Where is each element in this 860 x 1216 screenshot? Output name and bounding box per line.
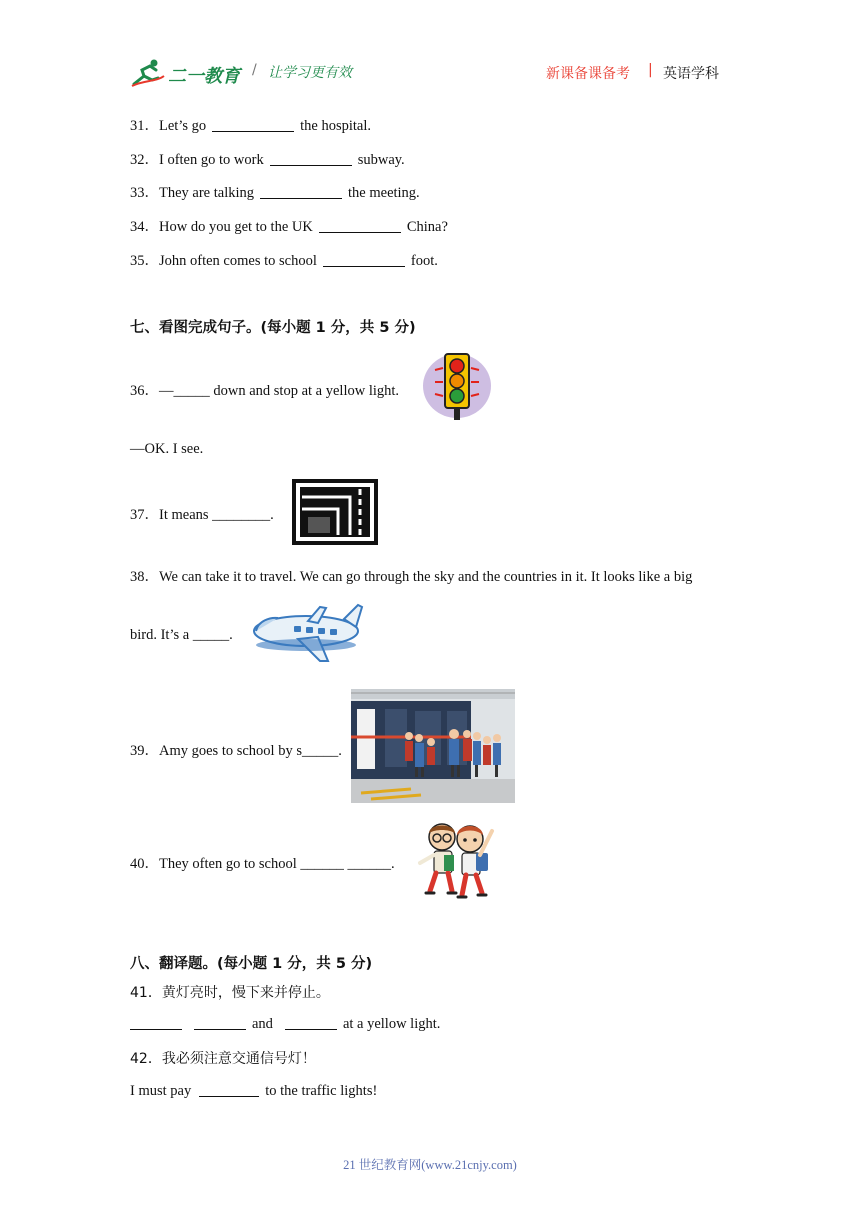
question-41-chinese: 41．黄灯亮时，慢下来并停止。 <box>130 985 330 1001</box>
question-37: 37．It means ________. <box>130 507 274 523</box>
header-tag-right: 英语学科 <box>663 66 719 82</box>
question-35: 35．John often comes to school foot. <box>130 253 438 269</box>
answer-blank[interactable] <box>285 1015 337 1030</box>
subway-platform-image <box>351 689 515 803</box>
airplane-icon <box>248 601 366 665</box>
question-39: 39．Amy goes to school by s_____. <box>130 743 342 759</box>
question-38-line2: bird. It’s a _____. <box>130 627 233 643</box>
header-slogan: 让学习更有效 <box>268 65 352 81</box>
answer-blank[interactable]: ______ <box>300 856 344 872</box>
answer-blank[interactable]: _____ <box>192 627 230 643</box>
section-8-title: 八、翻译题。(每小题 1 分，共 5 分) <box>130 956 373 972</box>
kids-walking-icon <box>414 817 498 903</box>
question-40: 40．They often go to school ______ ______. <box>130 856 395 872</box>
question-34: 34．How do you get to the UK China? <box>130 219 448 235</box>
question-42-english: I must pay to the traffic lights! <box>130 1083 378 1099</box>
answer-blank[interactable]: _____ <box>301 743 339 759</box>
answer-blank[interactable] <box>319 218 401 233</box>
logo-text: 二一教育 <box>168 66 240 87</box>
question-38-line1: 38．We can take it to travel. We can go through the sky and the countries in it. It looks like a big <box>130 569 693 585</box>
answer-blank[interactable]: _____ <box>173 383 210 399</box>
question-36-reply: —OK. I see. <box>130 441 204 457</box>
question-33: 33．They are talking the meeting. <box>130 185 420 201</box>
answer-blank[interactable] <box>212 117 294 132</box>
question-32: 32．I often go to work subway. <box>130 152 405 168</box>
answer-blank[interactable] <box>323 252 405 267</box>
traffic-light-icon <box>421 348 493 422</box>
footer-text: 21 世纪教育网(www.21cnjy.com) <box>343 1158 517 1172</box>
header-tag-separator: | <box>648 62 653 78</box>
runner-logo-icon <box>130 58 166 88</box>
answer-blank[interactable]: ________ <box>212 507 271 523</box>
question-31: 31．Let’s go the hospital. <box>130 118 372 134</box>
header-logo <box>130 58 240 88</box>
answer-blank[interactable] <box>130 1015 182 1030</box>
answer-blank[interactable] <box>260 184 342 199</box>
header-tag-left: 新课备课备考 <box>546 66 630 82</box>
question-42-chinese: 42．我必须注意交通信号灯！ <box>130 1051 316 1067</box>
section-7-title: 七、看图完成句子。(每小题 1 分，共 5 分) <box>130 320 416 336</box>
answer-blank[interactable] <box>270 151 352 166</box>
answer-blank[interactable] <box>199 1082 259 1097</box>
header-divider-slash: / <box>252 62 257 78</box>
question-36: 36．—_____ down and stop at a yellow light. <box>130 383 400 399</box>
answer-blank[interactable] <box>194 1015 246 1030</box>
question-41-english: and at a yellow light. <box>130 1015 440 1033</box>
answer-blank[interactable]: ______ <box>347 856 391 872</box>
road-sign-icon <box>292 479 378 545</box>
